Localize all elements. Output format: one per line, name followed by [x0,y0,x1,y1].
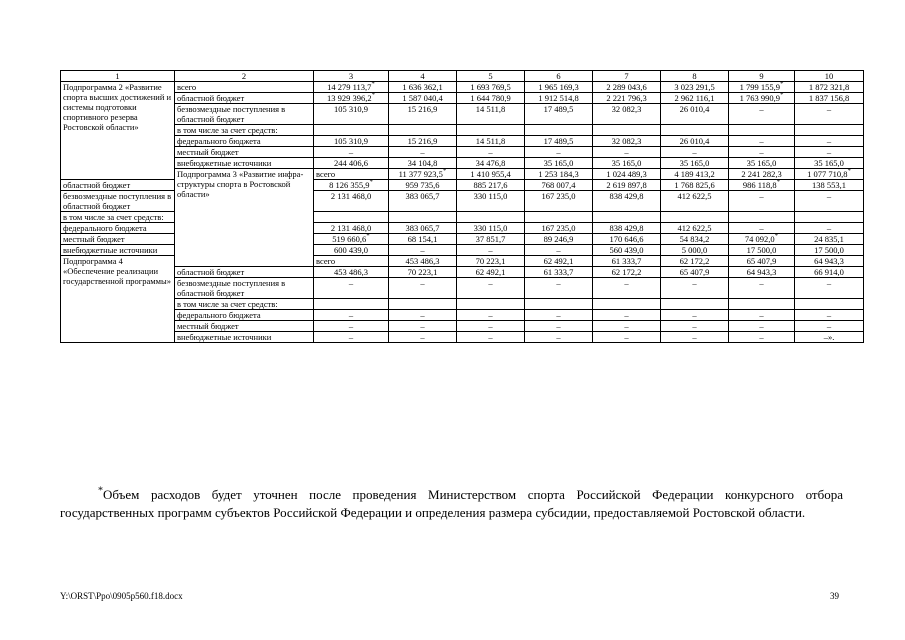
amount-cell: – [795,147,864,158]
amount-cell: – [729,136,795,147]
amount-cell: 64 943,3 [729,267,795,278]
funding-source-cell: всего [175,82,314,93]
amount-cell: –». [795,332,864,343]
file-path: Y:\ORST\Ppo\0905p560.f18.docx [60,591,183,601]
amount-cell: 35 165,0 [525,158,593,169]
table-row [61,93,864,104]
amount-cell: – [525,310,593,321]
footnote-asterisk: * [776,179,781,187]
amount-cell: 1 763 990,9* [729,93,795,104]
amount-cell: 4 189 413,2 [661,169,729,180]
amount-cell: – [661,332,729,343]
amount-cell: – [314,321,389,332]
amount-cell: 70 223,1 [389,267,457,278]
table-row [61,147,864,158]
amount-cell: – [729,104,795,125]
table-row [61,104,864,125]
column-number: 1 [61,71,175,82]
column-number: 4 [389,71,457,82]
amount-cell: 1 799 155,9* [729,82,795,93]
funding-source-cell: областной бюджет [61,180,175,191]
amount-cell: – [525,245,593,256]
footnote-asterisk: * [371,92,376,100]
funding-source-cell: безвозмездные поступления в областной бюджет [175,278,314,299]
amount-cell: 32 082,3 [593,104,661,125]
table-row [61,82,864,93]
amount-cell: – [389,321,457,332]
amount-cell: 453 486,3 [389,256,457,267]
amount-cell: 986 118,8* [729,180,795,191]
column-number-row [61,71,864,82]
amount-cell: 15 216,9 [389,136,457,147]
amount-cell: – [457,147,525,158]
amount-cell: – [661,321,729,332]
footnote-asterisk: * [774,233,779,241]
amount-cell: – [729,321,795,332]
amount-cell: 1 837 156,8 [795,93,864,104]
table-row [61,267,864,278]
amount-cell: 383 065,7 [389,223,457,234]
amount-cell: – [795,104,864,125]
amount-cell: – [661,147,729,158]
footnote [60,486,843,522]
amount-cell: 15 216,9 [389,104,457,125]
amount-cell: 885 217,6 [457,180,525,191]
amount-cell: 1 965 169,3 [525,82,593,93]
amount-cell: 1 644 780,9 [457,93,525,104]
amount-cell: 383 065,7 [389,191,457,212]
amount-cell: 35 165,0 [729,158,795,169]
amount-cell: 74 092,0* [729,234,795,245]
amount-cell: 65 407,9 [729,256,795,267]
amount-cell: 35 165,0 [661,158,729,169]
funding-source-cell: безвозмездные поступления в областной бюджет [175,104,314,125]
amount-cell: 768 007,4 [525,180,593,191]
amount-cell: 17 500,0 [795,245,864,256]
amount-cell [314,212,389,223]
amount-cell: 2 221 796,3 [593,93,661,104]
amount-cell: 412 622,5 [661,223,729,234]
amount-cell: 62 492,1 [457,267,525,278]
amount-cell: 2 289 043,6 [593,82,661,93]
amount-cell: – [525,147,593,158]
funding-source-cell: федерального бюджета [175,310,314,321]
column-number: 2 [175,71,314,82]
amount-cell [593,125,661,136]
amount-cell: – [729,310,795,321]
amount-cell: – [593,147,661,158]
funding-source-cell: внебюджетные источники [175,332,314,343]
amount-cell: 62 492,1 [525,256,593,267]
column-number: 6 [525,71,593,82]
amount-cell: 54 834,2 [661,234,729,245]
funding-source-cell: в том числе за счет средств: [175,299,314,310]
amount-cell: 1 912 514,8 [525,93,593,104]
amount-cell: – [389,332,457,343]
amount-cell: 167 235,0 [525,191,593,212]
funding-source-cell: федерального бюджета [61,223,175,234]
amount-cell: 1 587 040,4 [389,93,457,104]
amount-cell [729,125,795,136]
amount-cell: 519 660,6* [314,234,389,245]
funding-source-cell: областной бюджет [175,267,314,278]
column-number: 3 [314,71,389,82]
footnote-asterisk: * [779,92,784,100]
amount-cell: 453 486,3 [314,267,389,278]
amount-cell [661,299,729,310]
table-row [61,136,864,147]
column-number: 8 [661,71,729,82]
amount-cell: 105 310,9 [314,104,389,125]
amount-cell: 34 476,8 [457,158,525,169]
table-row [61,125,864,136]
amount-cell: 2 962 116,1 [661,93,729,104]
amount-cell: – [593,321,661,332]
amount-cell: – [795,136,864,147]
amount-cell: 61 333,7 [525,267,593,278]
amount-cell: – [314,310,389,321]
amount-cell: – [389,147,457,158]
amount-cell: 68 154,1 [389,234,457,245]
amount-cell [457,125,525,136]
amount-cell: 170 646,6 [593,234,661,245]
amount-cell [457,212,525,223]
amount-cell: 1 693 769,5 [457,82,525,93]
funding-source-cell: безвозмездные поступления в областной бюджет [61,191,175,212]
amount-cell [661,125,729,136]
amount-cell [525,212,593,223]
column-number: 7 [593,71,661,82]
amount-cell: – [314,147,389,158]
amount-cell: 66 914,0 [795,267,864,278]
amount-cell: – [593,310,661,321]
amount-cell [729,299,795,310]
footnote-asterisk: * [366,233,370,241]
amount-cell [389,125,457,136]
footnote-asterisk: * [779,81,784,89]
amount-cell: 64 943,3 [795,256,864,267]
amount-cell [314,125,389,136]
funding-source-cell: внебюджетные источники [175,158,314,169]
amount-cell: – [457,245,525,256]
funding-source-cell: федерального бюджета [175,136,314,147]
amount-cell: 5 000,0 [661,245,729,256]
amount-cell: – [457,321,525,332]
amount-cell: 330 115,0 [457,223,525,234]
table-row [61,158,864,169]
funding-source-cell: в том числе за счет средств: [175,125,314,136]
footnote-asterisk: * [442,168,447,176]
amount-cell: 167 235,0 [525,223,593,234]
amount-cell [457,299,525,310]
amount-cell: 1 024 489,3 [593,169,661,180]
amount-cell: 37 851,7 [457,234,525,245]
amount-cell: – [457,310,525,321]
amount-cell: 17 500,0 [729,245,795,256]
amount-cell: 838 429,8 [593,191,661,212]
amount-cell: – [661,310,729,321]
amount-cell: – [525,321,593,332]
amount-cell: – [661,278,729,299]
amount-cell: 959 735,6 [389,180,457,191]
subprogram-name-cell: Подпрограмма 3 «Развитие инфра-структуры спорта в Ростовской области» [175,169,314,267]
amount-cell: – [389,278,457,299]
amount-cell: 62 172,2 [661,256,729,267]
footnote-text: Объем расходов будет уточнен после проведения Министерством спорта Российской Федерации конкурсного отбора государственных программ субъектов Российской Федерации и определения размера субсидии, предоставляемой Ростовской области. [60,487,843,520]
amount-cell: 600 439,0 [314,245,389,256]
amount-cell: 65 407,9 [661,267,729,278]
amount-cell: – [795,321,864,332]
table-row [61,332,864,343]
amount-cell: 2 241 282,3 [729,169,795,180]
amount-cell: 17 489,5 [525,104,593,125]
amount-cell: 2 619 897,8 [593,180,661,191]
amount-cell: – [795,191,864,212]
amount-cell [661,212,729,223]
amount-cell: – [795,310,864,321]
funding-source-cell: всего [314,169,389,180]
amount-cell: – [729,332,795,343]
amount-cell [593,299,661,310]
subprogram-name-cell: Подпрограмма 4 «Обеспечение реализации государственной программы» [61,256,175,343]
amount-cell: 14 279 113,7* [314,82,389,93]
amount-cell: – [795,278,864,299]
amount-cell: 3 023 291,5 [661,82,729,93]
funding-source-cell: местный бюджет [61,234,175,245]
amount-cell: – [314,332,389,343]
amount-cell: 560 439,0 [593,245,661,256]
table-row [61,169,864,180]
amount-cell: 26 010,4 [661,136,729,147]
amount-cell [729,212,795,223]
amount-cell: – [457,332,525,343]
amount-cell [314,299,389,310]
amount-cell: – [729,147,795,158]
amount-cell: 61 333,7 [593,256,661,267]
amount-cell: 412 622,5 [661,191,729,212]
funding-source-cell: всего [314,256,389,267]
amount-cell: – [729,223,795,234]
amount-cell [389,212,457,223]
amount-cell: – [389,310,457,321]
amount-cell: 17 489,5 [525,136,593,147]
amount-cell: – [314,278,389,299]
footnote-marker: * [98,485,103,497]
amount-cell: 330 115,0 [457,191,525,212]
amount-cell: – [525,332,593,343]
amount-cell: 8 126 355,9* [314,180,389,191]
funding-source-cell: областной бюджет [175,93,314,104]
amount-cell: 1 872 321,8 [795,82,864,93]
amount-cell: 26 010,4 [661,104,729,125]
amount-cell: 2 131 468,0 [314,223,389,234]
footnote-asterisk: * [847,168,851,176]
subprogram-name-cell: Подпрограмма 2 «Развитие спорта высших достижений и системы подготовки спортивного резерва Ростовской области» [61,82,175,180]
amount-cell [389,299,457,310]
table-row [61,299,864,310]
amount-cell [795,212,864,223]
amount-cell: 1 410 955,4 [457,169,525,180]
page-number: 39 [830,591,839,601]
amount-cell: 35 165,0 [593,158,661,169]
amount-cell: – [457,278,525,299]
amount-cell [795,125,864,136]
amount-cell: 62 172,2 [593,267,661,278]
amount-cell: 105 310,9 [314,136,389,147]
amount-cell: – [729,278,795,299]
amount-cell [525,299,593,310]
table-row [61,278,864,299]
table-row [61,310,864,321]
column-number: 5 [457,71,525,82]
amount-cell: 14 511,8 [457,136,525,147]
amount-cell: 1 768 825,6 [661,180,729,191]
funding-source-cell: местный бюджет [175,147,314,158]
amount-cell: 1 077 710,8* [795,169,864,180]
amount-cell: 838 429,8 [593,223,661,234]
amount-cell: 11 377 923,5* [389,169,457,180]
amount-cell [795,299,864,310]
amount-cell: – [593,332,661,343]
table-row [61,321,864,332]
footnote-asterisk: * [369,179,373,187]
amount-cell: – [525,278,593,299]
amount-cell: 14 511,8 [457,104,525,125]
amount-cell: – [593,278,661,299]
funding-source-cell: внебюджетные источники [61,245,175,256]
column-number: 9 [729,71,795,82]
amount-cell [525,125,593,136]
amount-cell: – [729,191,795,212]
amount-cell: 32 082,3 [593,136,661,147]
amount-cell: 138 553,1 [795,180,864,191]
amount-cell [593,212,661,223]
budget-table [60,70,864,343]
amount-cell: 70 223,1 [457,256,525,267]
amount-cell: 1 253 184,3 [525,169,593,180]
footnote-asterisk: * [371,81,375,89]
amount-cell: – [389,245,457,256]
amount-cell: 34 104,8 [389,158,457,169]
funding-source-cell: местный бюджет [175,321,314,332]
amount-cell: 244 406,6 [314,158,389,169]
amount-cell: 13 929 396,2* [314,93,389,104]
amount-cell: 2 131 468,0 [314,191,389,212]
amount-cell: 24 835,1 [795,234,864,245]
amount-cell: 89 246,9 [525,234,593,245]
amount-cell: – [795,223,864,234]
amount-cell: 35 165,0 [795,158,864,169]
column-number: 10 [795,71,864,82]
amount-cell: 1 636 362,1 [389,82,457,93]
funding-source-cell: в том числе за счет средств: [61,212,175,223]
